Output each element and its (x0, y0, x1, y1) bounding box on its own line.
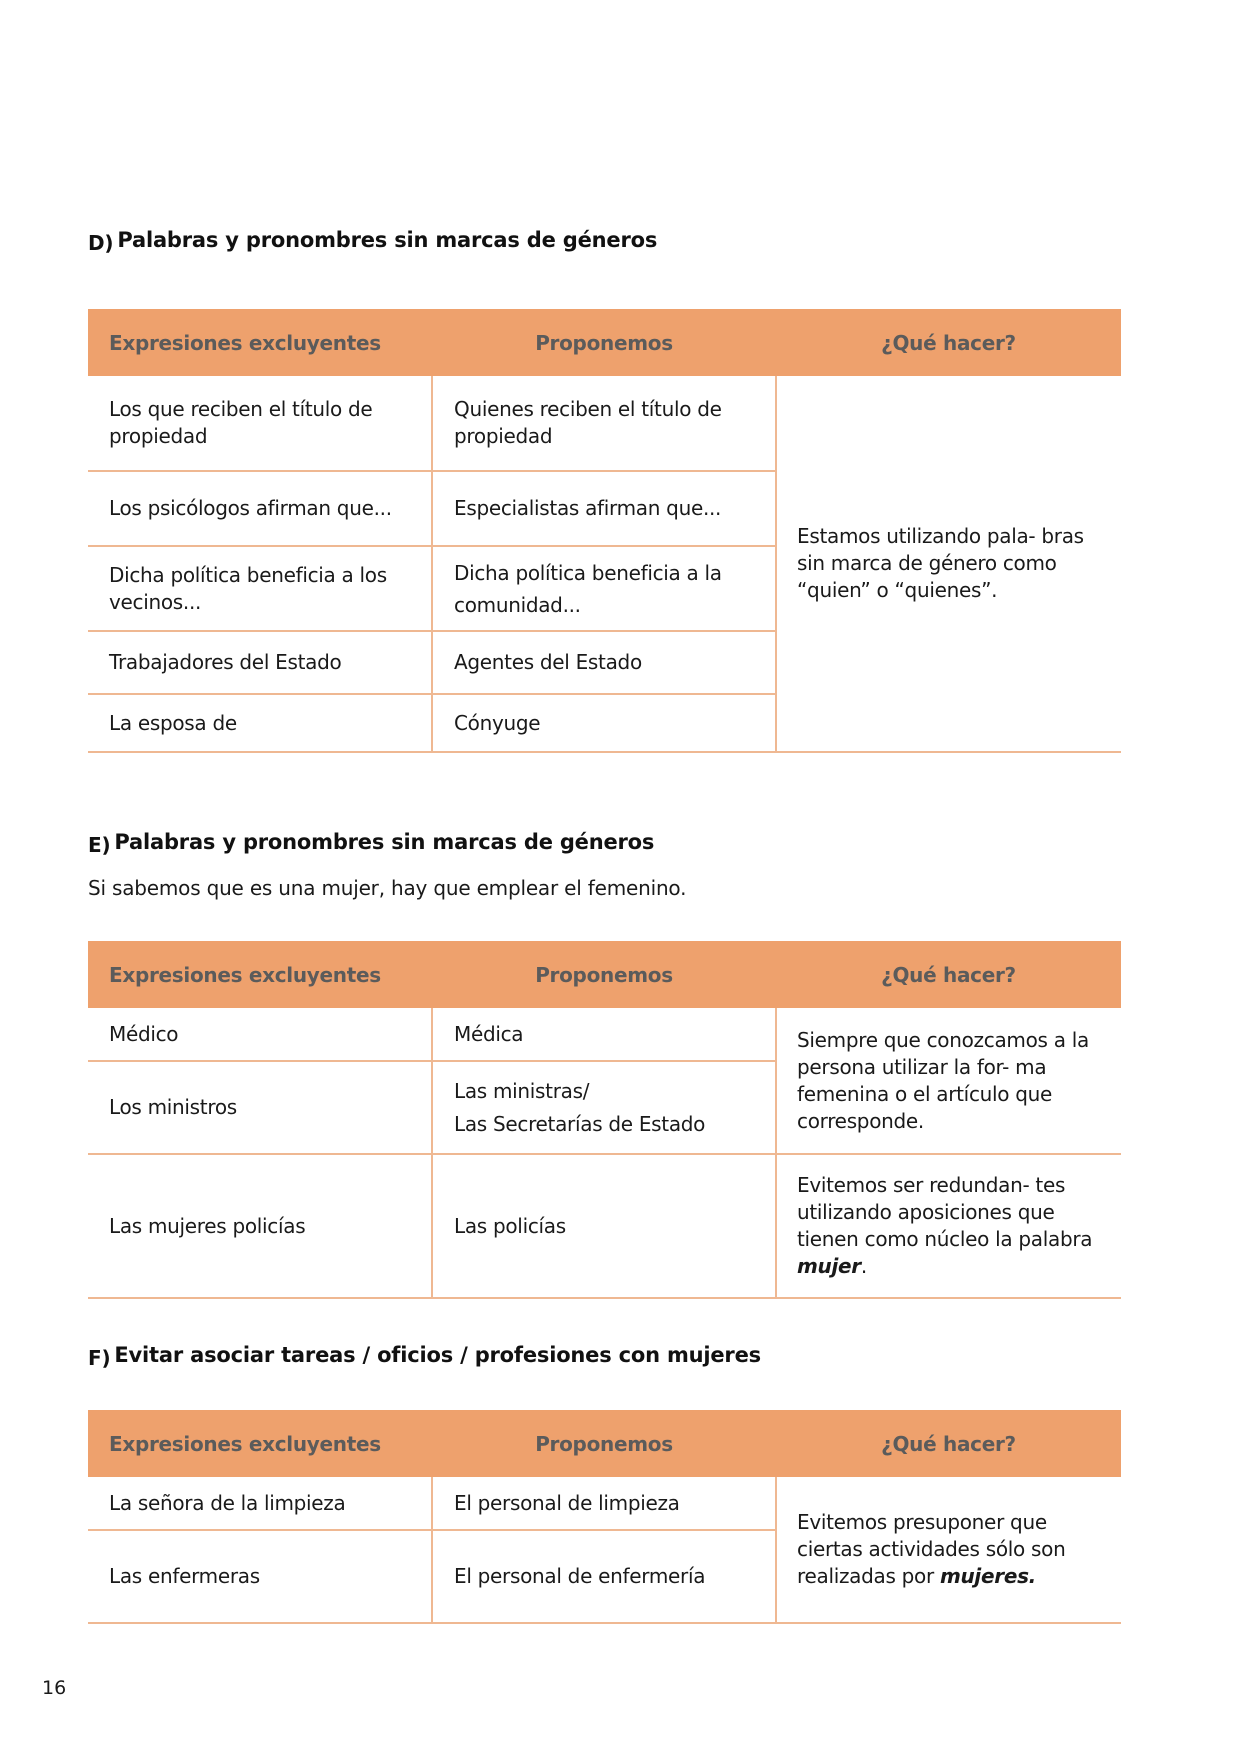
excluding-cell: Los que reciben el título de propiedad (88, 376, 432, 471)
what-to-do-text-end: . (860, 1254, 867, 1278)
propose-cell: Dicha política beneficia a la comunidad... (432, 546, 776, 631)
table-row (88, 1154, 1121, 1298)
excluding-cell: Los psicólogos afirman que... (88, 471, 432, 546)
propose-cell: El personal de enfermería (432, 1530, 776, 1623)
column-header-excluding: Expresiones excluyentes (88, 1410, 432, 1477)
section-e-letter: E) (88, 833, 111, 857)
column-header-excluding: Expresiones excluyentes (88, 941, 432, 1008)
column-header-what-to-do: ¿Qué hacer? (776, 309, 1121, 376)
table-row (88, 376, 1121, 471)
excluding-cell: La señora de la limpieza (88, 1477, 432, 1530)
column-header-what-to-do: ¿Qué hacer? (776, 941, 1121, 1008)
section-f-table (88, 1410, 1121, 1624)
emphasis-text: mujeres. (939, 1564, 1036, 1588)
propose-cell (432, 1061, 776, 1154)
propose-cell: Cónyuge (432, 694, 776, 752)
table-row (88, 1008, 1121, 1061)
section-d-letter: D) (88, 231, 114, 255)
section-f-title (88, 1343, 761, 1370)
what-to-do-text: Evitemos ser redundan- tes utilizando aposiciones que tienen como núcleo la palabra (797, 1173, 1093, 1251)
page-number: 16 (42, 1677, 67, 1699)
emphasis-text: mujer (797, 1254, 861, 1278)
table-header-row (88, 1410, 1121, 1477)
propose-cell: Médica (432, 1008, 776, 1061)
what-to-do-cell (776, 1154, 1121, 1298)
propose-line: Las Secretarías de Estado (454, 1111, 706, 1136)
what-to-do-cell: Estamos utilizando pala- bras sin marca de género como “quien” o “quienes”. (776, 376, 1121, 752)
excluding-cell: Los ministros (88, 1061, 432, 1154)
column-header-excluding: Expresiones excluyentes (88, 309, 432, 376)
section-e-title (88, 830, 655, 857)
section-d-title (88, 228, 658, 255)
propose-cell: Quienes reciben el título de propiedad (432, 376, 776, 471)
propose-cell: Las policías (432, 1154, 776, 1298)
section-f-heading: Evitar asociar tareas / oficios / profesiones con mujeres (114, 1343, 761, 1367)
column-header-propose: Proponemos (432, 941, 776, 1008)
section-d-heading: Palabras y pronombres sin marcas de géneros (117, 228, 658, 252)
what-to-do-cell: Siempre que conozcamos a la persona utilizar la for- ma femenina o el artículo que corresponde. (776, 1008, 1121, 1154)
table-header-row (88, 309, 1121, 376)
propose-cell: Especialistas afirman que... (432, 471, 776, 546)
section-e-heading: Palabras y pronombres sin marcas de géneros (114, 830, 655, 854)
column-header-propose: Proponemos (432, 309, 776, 376)
propose-cell: El personal de limpieza (432, 1477, 776, 1530)
excluding-cell: La esposa de (88, 694, 432, 752)
excluding-cell: Las mujeres policías (88, 1154, 432, 1298)
what-to-do-cell (776, 1477, 1121, 1623)
excluding-cell: Dicha política beneficia a los vecinos... (88, 546, 432, 631)
table-header-row (88, 941, 1121, 1008)
section-e-table (88, 941, 1121, 1299)
excluding-cell: Médico (88, 1008, 432, 1061)
excluding-cell: Trabajadores del Estado (88, 631, 432, 694)
propose-line: Las ministras/ (454, 1078, 590, 1103)
propose-cell: Agentes del Estado (432, 631, 776, 694)
excluding-cell: Las enfermeras (88, 1530, 432, 1623)
column-header-what-to-do: ¿Qué hacer? (776, 1410, 1121, 1477)
section-e-subtitle: Si sabemos que es una mujer, hay que emplear el femenino. (88, 876, 687, 900)
section-f-letter: F) (88, 1346, 111, 1370)
column-header-propose: Proponemos (432, 1410, 776, 1477)
what-to-do-text: Evitemos presuponer que ciertas actividades sólo son realizadas por (797, 1510, 1066, 1588)
table-row (88, 1477, 1121, 1530)
section-d-table (88, 309, 1121, 753)
